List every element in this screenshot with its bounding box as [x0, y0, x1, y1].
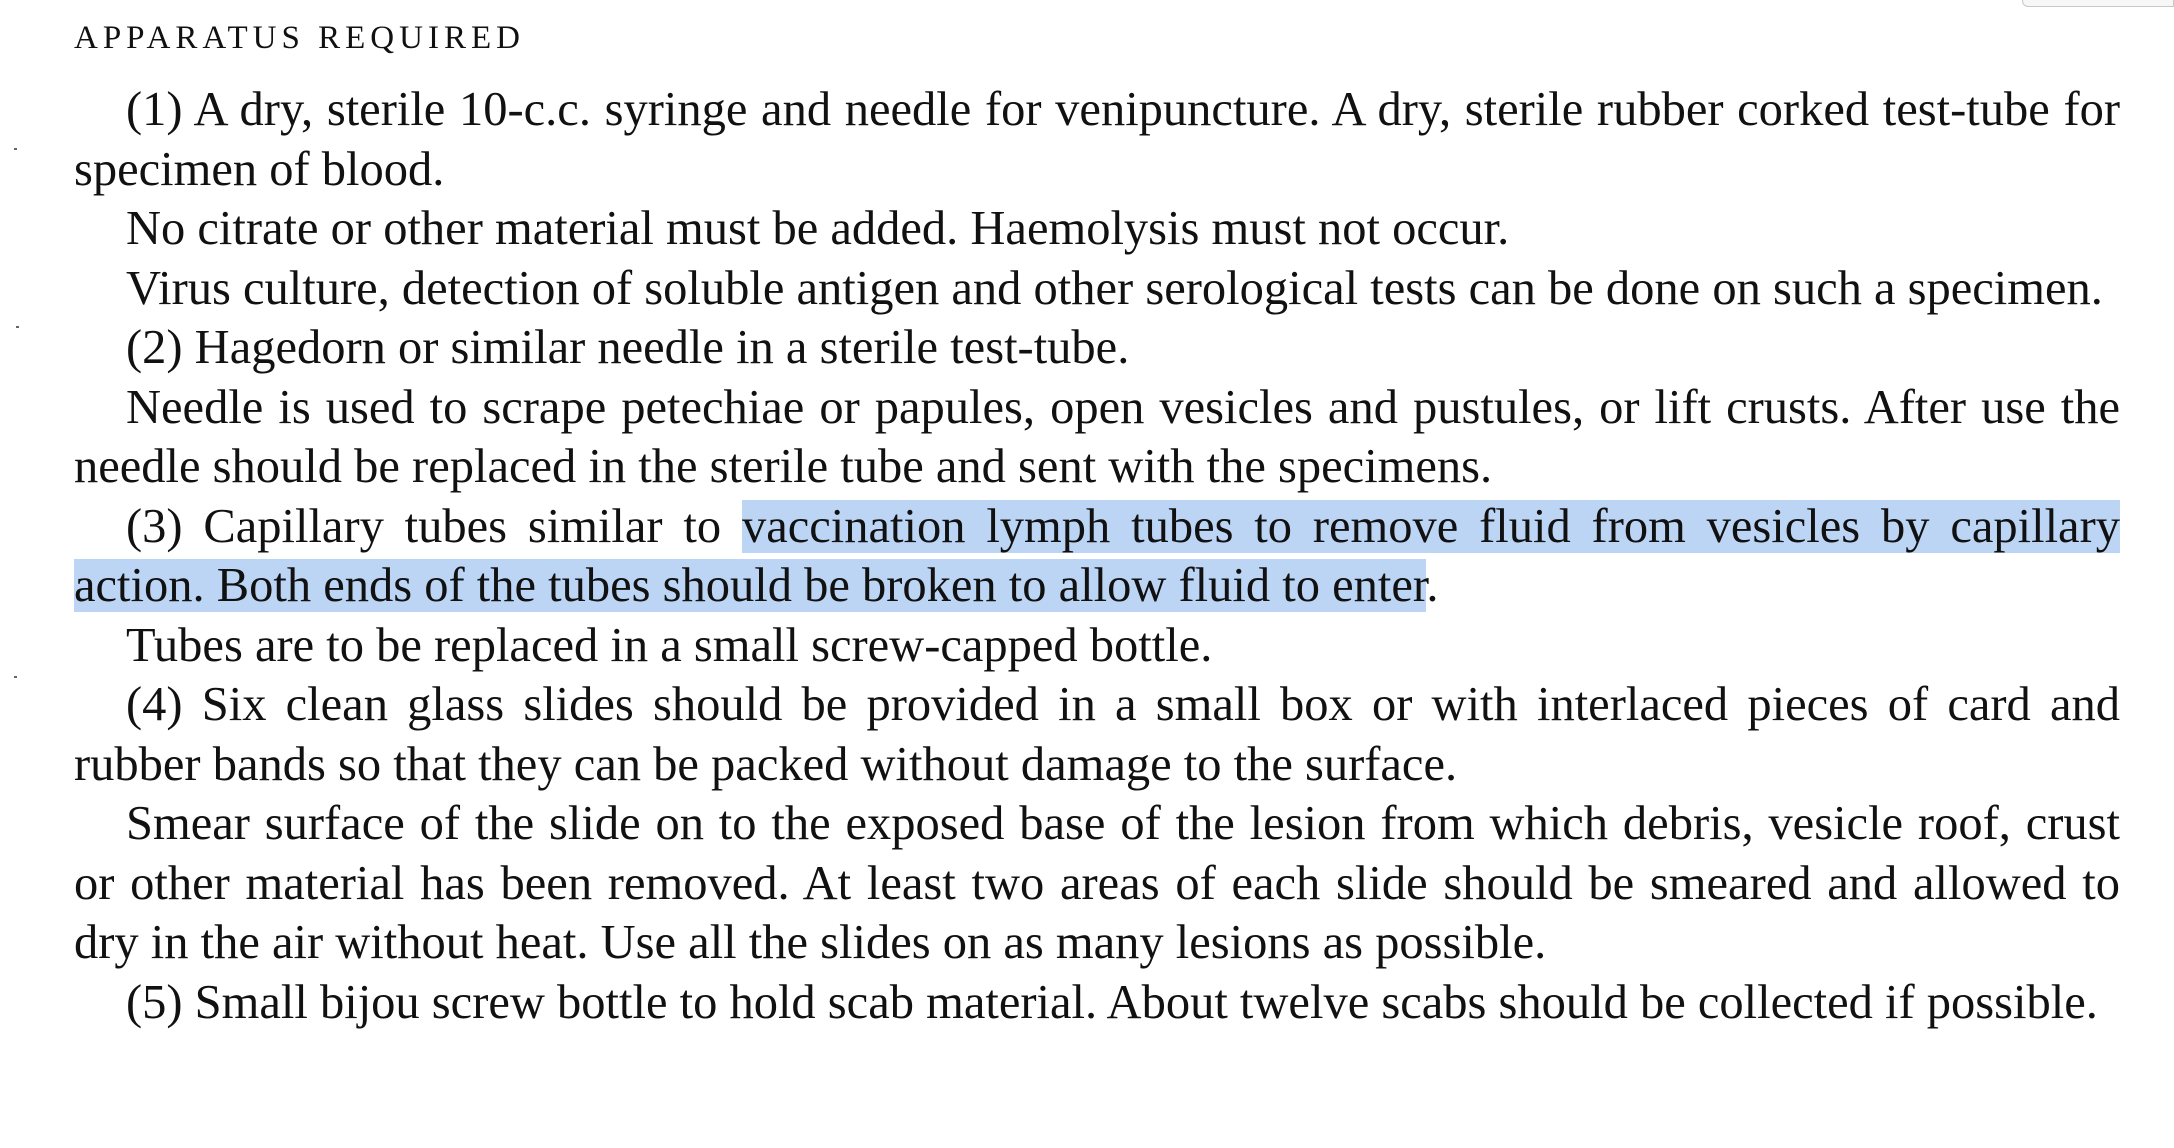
paragraph-tubes-replaced[interactable]: Tubes are to be replaced in a small screw-capped bottle. — [126, 618, 1213, 672]
document-page — [74, 18, 2120, 1032]
paragraph-item-2[interactable]: (2) Hagedorn or similar needle in a sterile test-tube. — [126, 321, 1130, 374]
paragraph-item-1[interactable]: (1) A dry, sterile 10-c.c. syringe and needle for venipuncture. A dry, sterile rubber corked test-tube for specimen of blood. — [74, 83, 2120, 196]
scan-speck — [14, 148, 17, 150]
paragraph-no-citrate[interactable]: No citrate or other material must be added. Haemolysis must not occur. — [126, 202, 1510, 255]
scan-speck — [16, 326, 19, 328]
paragraph-item-5[interactable]: (5) Small bijou screw bottle to hold scab material. About twelve scabs should be collected if possible. — [126, 975, 2098, 1029]
window-corner-tab — [2022, 0, 2174, 7]
paragraph-item-3-tail[interactable]: . — [1426, 559, 1439, 612]
paragraph-needle-use[interactable]: Needle is used to scrape petechiae or papules, open vesicles and pustules, or lift crusts. After use the needle should be replaced in the sterile tube and sent with the specimens. — [74, 380, 2120, 493]
paragraph-smear-surface[interactable]: Smear surface of the slide on to the exposed base of the lesion from which debris, vesicle roof, crust or other material has been removed. At least two areas of each slide should be smeared and allowed to dry in the air without heat. Use all the slides on as many lesions as possible. — [74, 797, 2120, 969]
paragraph-item-3-lead[interactable]: (3) Capillary tubes similar to — [126, 499, 742, 553]
selected-text-highlight[interactable]: vaccination lymph tubes to remove fluid from vesicles by capillary action. Both ends of the tubes should be broken to allow fluid to enter — [74, 499, 2120, 612]
paragraph-item-4[interactable]: (4) Six clean glass slides should be provided in a small box or with interlaced pieces of card and rubber bands so that they can be packed without damage to the surface. — [74, 678, 2120, 791]
scan-speck — [14, 676, 17, 678]
paragraph-item-3[interactable] — [74, 497, 2120, 616]
section-heading: APPARATUS REQUIRED — [74, 20, 525, 56]
paragraph-virus-culture[interactable]: Virus culture, detection of soluble antigen and other serological tests can be done on such a specimen. — [126, 261, 2103, 315]
